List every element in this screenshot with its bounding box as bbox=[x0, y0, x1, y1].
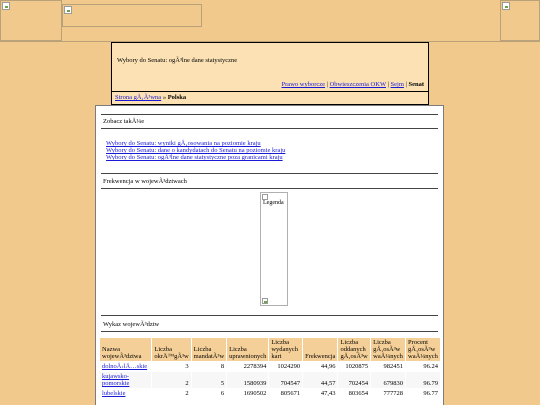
nav-separator: | bbox=[387, 81, 389, 88]
row-turnout-cell: 44,57 bbox=[303, 372, 337, 388]
main-content bbox=[95, 105, 444, 405]
nav-separator: | bbox=[326, 81, 328, 88]
row-valid-votes-cell: 777728 bbox=[371, 389, 405, 398]
row-eligible-cell: 1580939 bbox=[227, 372, 268, 388]
legend-image bbox=[260, 192, 288, 306]
right-corner-image bbox=[500, 0, 540, 41]
breadcrumb bbox=[111, 92, 429, 105]
row-valid-votes-cell: 679830 bbox=[371, 372, 405, 388]
see-also-title: Zobacz takÅ¼e bbox=[103, 118, 145, 125]
table-row bbox=[100, 362, 440, 371]
row-valid-percent-cell: 96.79 bbox=[406, 372, 440, 388]
section-divider bbox=[101, 173, 438, 174]
header-nav bbox=[282, 81, 424, 88]
see-also-link-candidates[interactable]: Wybory do Senatu: dane o kandydatach do Senatu na poziomie kraju bbox=[106, 147, 286, 154]
row-name-cell bbox=[100, 362, 151, 371]
table-row bbox=[100, 372, 440, 388]
see-also-link-results[interactable]: Wybory do Senatu: wyniki gÅ‚osowania na poziomie kraju bbox=[106, 140, 261, 147]
row-ballots-cell: 805671 bbox=[269, 389, 302, 398]
row-ballots-cell: 704547 bbox=[269, 372, 302, 388]
row-valid-percent-cell: 96.24 bbox=[406, 362, 440, 371]
section-divider bbox=[101, 188, 438, 189]
table-header-row bbox=[100, 338, 440, 361]
section-divider bbox=[101, 114, 438, 115]
column-header-eligible: Liczba uprawnionych bbox=[227, 338, 268, 361]
table-row bbox=[100, 389, 440, 398]
nav-current-senat: Senat bbox=[408, 81, 424, 88]
row-votes-cast-cell: 1020875 bbox=[338, 362, 370, 371]
nav-link-sejm[interactable]: Sejm bbox=[390, 81, 404, 88]
row-districts-cell: 2 bbox=[152, 372, 190, 388]
page-title: Wybory do Senatu: ogÃ³lne dane statystyczne bbox=[117, 57, 238, 64]
column-header-turnout: Frekwencja bbox=[303, 338, 337, 361]
breadcrumb-current: Polska bbox=[167, 94, 187, 101]
row-valid-votes-cell: 982451 bbox=[371, 362, 405, 371]
column-header-districts: Liczba okrÄ™gÃ³w bbox=[152, 338, 190, 361]
column-header-valid-percent: Procent gÅ‚osÃ³w waÅ¼nych bbox=[406, 338, 440, 361]
voivodeship-link[interactable]: lubelskie bbox=[102, 390, 126, 397]
section-divider bbox=[101, 128, 438, 129]
see-also-link-abroad[interactable]: Wybory do Senatu: ogÃ³lne dane statystyczne poza granicami kraju bbox=[106, 154, 283, 161]
column-header-valid-votes: Liczba gÅ‚osÃ³w waÅ¼nych bbox=[371, 338, 405, 361]
row-eligible-cell: 2278394 bbox=[227, 362, 268, 371]
voivodeship-table bbox=[99, 337, 441, 399]
column-header-name: Nazwa wojewÃ³dztwa bbox=[100, 338, 151, 361]
breadcrumb-separator: » bbox=[162, 94, 167, 101]
row-name-cell bbox=[100, 372, 151, 388]
column-header-ballots-issued: Liczba wydanych kart bbox=[269, 338, 302, 361]
row-name-cell bbox=[100, 389, 151, 398]
voivodeship-list-title: Wykaz wojewÃ³dztw bbox=[103, 321, 160, 328]
row-districts-cell: 3 bbox=[152, 362, 190, 371]
breadcrumb-home-link[interactable]: Strona gÅ‚Ã³wna bbox=[115, 94, 162, 101]
see-also-links bbox=[106, 140, 285, 161]
row-turnout-cell: 44,96 bbox=[303, 362, 337, 371]
row-mandates-cell: 5 bbox=[192, 372, 226, 388]
nav-link-prawo-wyborcze[interactable]: Prawo wyborcze bbox=[281, 81, 326, 88]
nav-link-obwieszczenia[interactable]: Obwieszczenia OKW bbox=[329, 81, 386, 88]
row-districts-cell: 2 bbox=[152, 389, 190, 398]
row-eligible-cell: 1690502 bbox=[227, 389, 268, 398]
column-header-mandates: Liczba mandatÃ³w bbox=[192, 338, 226, 361]
voivodeship-link[interactable]: dolnoÅ›lÄ…skie bbox=[102, 363, 148, 370]
nav-separator: | bbox=[405, 81, 407, 88]
column-header-votes-cast: Liczba oddanych gÅ‚osÃ³w bbox=[338, 338, 370, 361]
header-box bbox=[111, 42, 429, 92]
voivodeship-link[interactable]: kujawsko-pomorskie bbox=[102, 373, 130, 387]
row-mandates-cell: 6 bbox=[192, 389, 226, 398]
row-turnout-cell: 47,43 bbox=[303, 389, 337, 398]
row-votes-cast-cell: 702454 bbox=[338, 372, 370, 388]
left-corner-image bbox=[0, 0, 62, 41]
legend-alt-text: Legenda bbox=[263, 200, 284, 206]
section-divider bbox=[101, 331, 438, 332]
broken-image-icon bbox=[262, 298, 268, 304]
banner-image bbox=[62, 4, 202, 27]
row-valid-percent-cell: 96.77 bbox=[406, 389, 440, 398]
row-votes-cast-cell: 803654 bbox=[338, 389, 370, 398]
row-ballots-cell: 1024290 bbox=[269, 362, 302, 371]
row-mandates-cell: 8 bbox=[192, 362, 226, 371]
section-divider bbox=[101, 315, 438, 316]
turnout-title: Frekwencja w wojewÃ³dztwach bbox=[103, 178, 187, 185]
